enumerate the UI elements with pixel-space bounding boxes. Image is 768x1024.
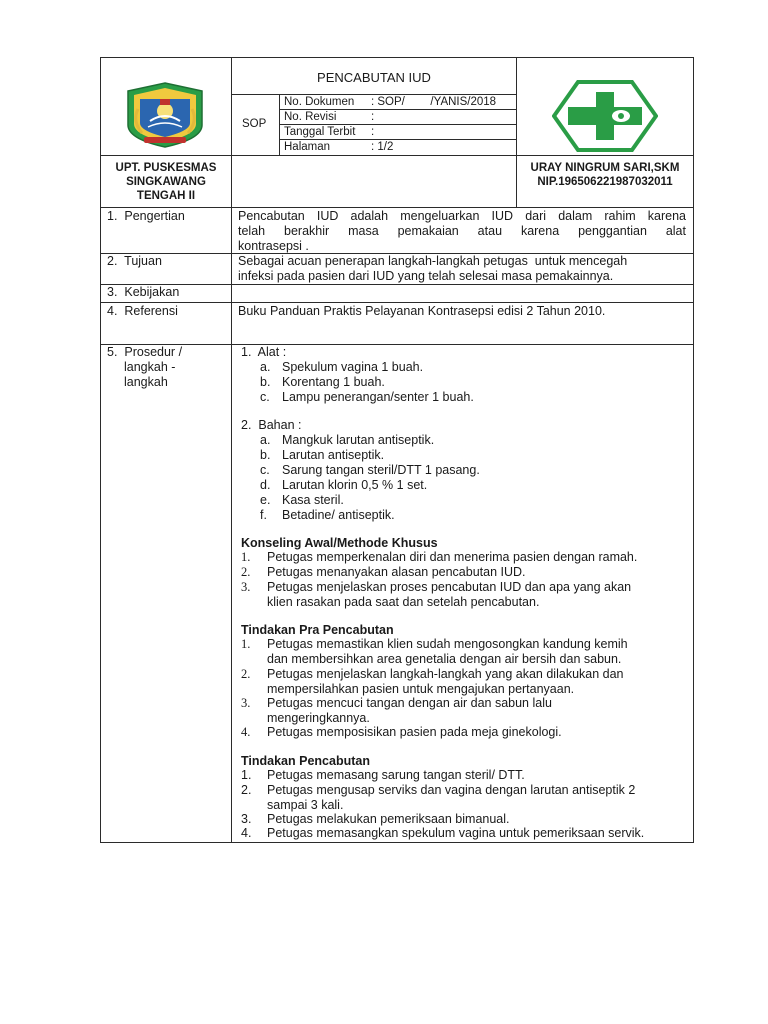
pra-item: Petugas memastikan klien sudah mengosongkan kandung kemih: [267, 637, 628, 651]
alat-heading: 1. Alat :: [241, 345, 287, 359]
cabut-item: Petugas memasangkan spekulum vagina untuk pemeriksaan servik.: [267, 826, 645, 840]
konseling-heading: Konseling Awal/Methode Khusus: [241, 536, 438, 550]
bahan-item: Betadine/ antiseptik.: [282, 508, 395, 522]
konseling-item: Petugas memperkenalan diri dan menerima pasien dengan ramah.: [267, 550, 638, 564]
pengertian-line-3: kontrasepsi .: [238, 239, 309, 253]
bahan-letter: a.: [260, 433, 271, 447]
bahan-item: Sarung tangan steril/DTT 1 pasang.: [282, 463, 480, 477]
pra-number: 3.: [241, 696, 251, 710]
alat-item: Spekulum vagina 1 buah.: [282, 360, 424, 374]
cabut-item: Petugas melakukan pemeriksaan bimanual.: [267, 812, 510, 826]
field-value-halaman: : 1/2: [371, 141, 394, 153]
field-value-tanggal-terbit: :: [371, 126, 375, 138]
field-value-no-revisi: :: [371, 111, 375, 123]
document-title: PENCABUTAN IUD: [317, 70, 431, 85]
pra-item: Petugas mencuci tangan dengan air dan sabun lalu: [267, 696, 552, 710]
pengertian-label: 1. Pengertian: [107, 209, 185, 223]
prosedur-label-line-2: langkah -: [124, 360, 176, 374]
cabut-number: 2.: [241, 783, 252, 797]
cabut-number: 4.: [241, 826, 252, 840]
cabut-number: 1.: [241, 768, 252, 782]
konseling-number: 1.: [241, 550, 251, 564]
tujuan-label: 2. Tujuan: [107, 254, 162, 268]
alat-item: Korentang 1 buah.: [282, 375, 385, 389]
right-logo: [552, 80, 658, 152]
bahan-item: Kasa steril.: [282, 493, 344, 507]
pra-number: 4.: [241, 725, 251, 739]
field-label-no-revisi: No. Revisi: [284, 111, 337, 123]
pra-item-continued: dan membersihkan area genetalia dengan air bersih dan sabun.: [267, 652, 622, 666]
org-line-2: SINGKAWANG: [126, 176, 206, 188]
bahan-letter: b.: [260, 448, 271, 462]
tujuan-line-1: Sebagai acuan penerapan langkah-langkah petugas untuk mencegah: [238, 254, 628, 268]
kebijakan-label: 3. Kebijakan: [107, 285, 180, 299]
pra-item: Petugas menjelaskan langkah-langkah yang akan dilakukan dan: [267, 667, 624, 681]
field-value-no-dokumen: : SOP/ /YANIS/2018: [371, 96, 497, 108]
pengertian-line-2: telah berakhir masa pemakaian atau karena penggantian alat: [238, 224, 686, 238]
alat-letter: b.: [260, 375, 271, 389]
bahan-letter: d.: [260, 478, 271, 492]
bahan-item: Mangkuk larutan antiseptik.: [282, 433, 435, 447]
referensi-label: 4. Referensi: [107, 304, 178, 318]
konseling-item: Petugas menjelaskan proses pencabutan IUD dan apa yang akan: [267, 580, 632, 594]
konseling-number: 3.: [241, 580, 251, 594]
alat-letter: c.: [260, 390, 270, 404]
sop-label: SOP: [242, 118, 267, 130]
pra-number: 2.: [241, 667, 251, 681]
pencabutan-heading: Tindakan Pencabutan: [241, 754, 370, 768]
bahan-item: Larutan antiseptik.: [282, 448, 385, 462]
pra-pencabutan-heading: Tindakan Pra Pencabutan: [241, 623, 394, 637]
regional-emblem-logo-icon: [122, 81, 208, 149]
signatory-name: URAY NINGRUM SARI,SKM: [530, 162, 680, 174]
pra-item-continued: mengeringkannya.: [267, 711, 370, 725]
bahan-letter: e.: [260, 493, 271, 507]
field-label-halaman: Halaman: [284, 141, 331, 153]
tujuan-line-2: infeksi pada pasien dari IUD yang telah selesai masa pemakainnya.: [238, 269, 614, 283]
pengertian-line-1: Pencabutan IUD adalah mengeluarkan IUD dari dalam rahim karena: [238, 209, 686, 223]
org-line-3: TENGAH II: [136, 190, 196, 202]
alat-letter: a.: [260, 360, 271, 374]
bahan-letter: c.: [260, 463, 270, 477]
pra-item-continued: mempersilahkan pasien untuk mengajukan pertanyaan.: [267, 682, 575, 696]
signatory-nip: NIP.196506221987032011: [537, 176, 673, 188]
alat-item: Lampu penerangan/senter 1 buah.: [282, 390, 474, 404]
org-line-1: UPT. PUSKESMAS: [115, 162, 217, 174]
green-cross-puskesmas-logo-icon: [552, 80, 658, 152]
bahan-letter: f.: [260, 508, 267, 522]
cabut-number: 3.: [241, 812, 252, 826]
prosedur-label-line-3: langkah: [124, 375, 168, 389]
bahan-item: Larutan klorin 0,5 % 1 set.: [282, 478, 428, 492]
konseling-item-continued: klien rasakan pada saat dan setelah pencabutan.: [267, 595, 540, 609]
field-label-no-dokumen: No. Dokumen: [284, 96, 355, 108]
referensi-text: Buku Panduan Praktis Pelayanan Kontrasepsi edisi 2 Tahun 2010.: [238, 304, 606, 318]
konseling-number: 2.: [241, 565, 251, 579]
pra-item: Petugas memposisikan pasien pada meja ginekologi.: [267, 725, 562, 739]
bahan-heading: 2. Bahan :: [241, 418, 302, 432]
cabut-item: Petugas mengusap serviks dan vagina dengan larutan antiseptik 2: [267, 783, 636, 797]
cabut-item-continued: sampai 3 kali.: [267, 798, 344, 812]
pra-number: 1.: [241, 637, 251, 651]
left-logo: [122, 81, 208, 149]
konseling-item: Petugas menanyakan alasan pencabutan IUD.: [267, 565, 526, 579]
prosedur-label-line-1: 5. Prosedur /: [107, 345, 183, 359]
field-label-tanggal-terbit: Tanggal Terbit: [284, 126, 356, 138]
cabut-item: Petugas memasang sarung tangan steril/ DTT.: [267, 768, 525, 782]
